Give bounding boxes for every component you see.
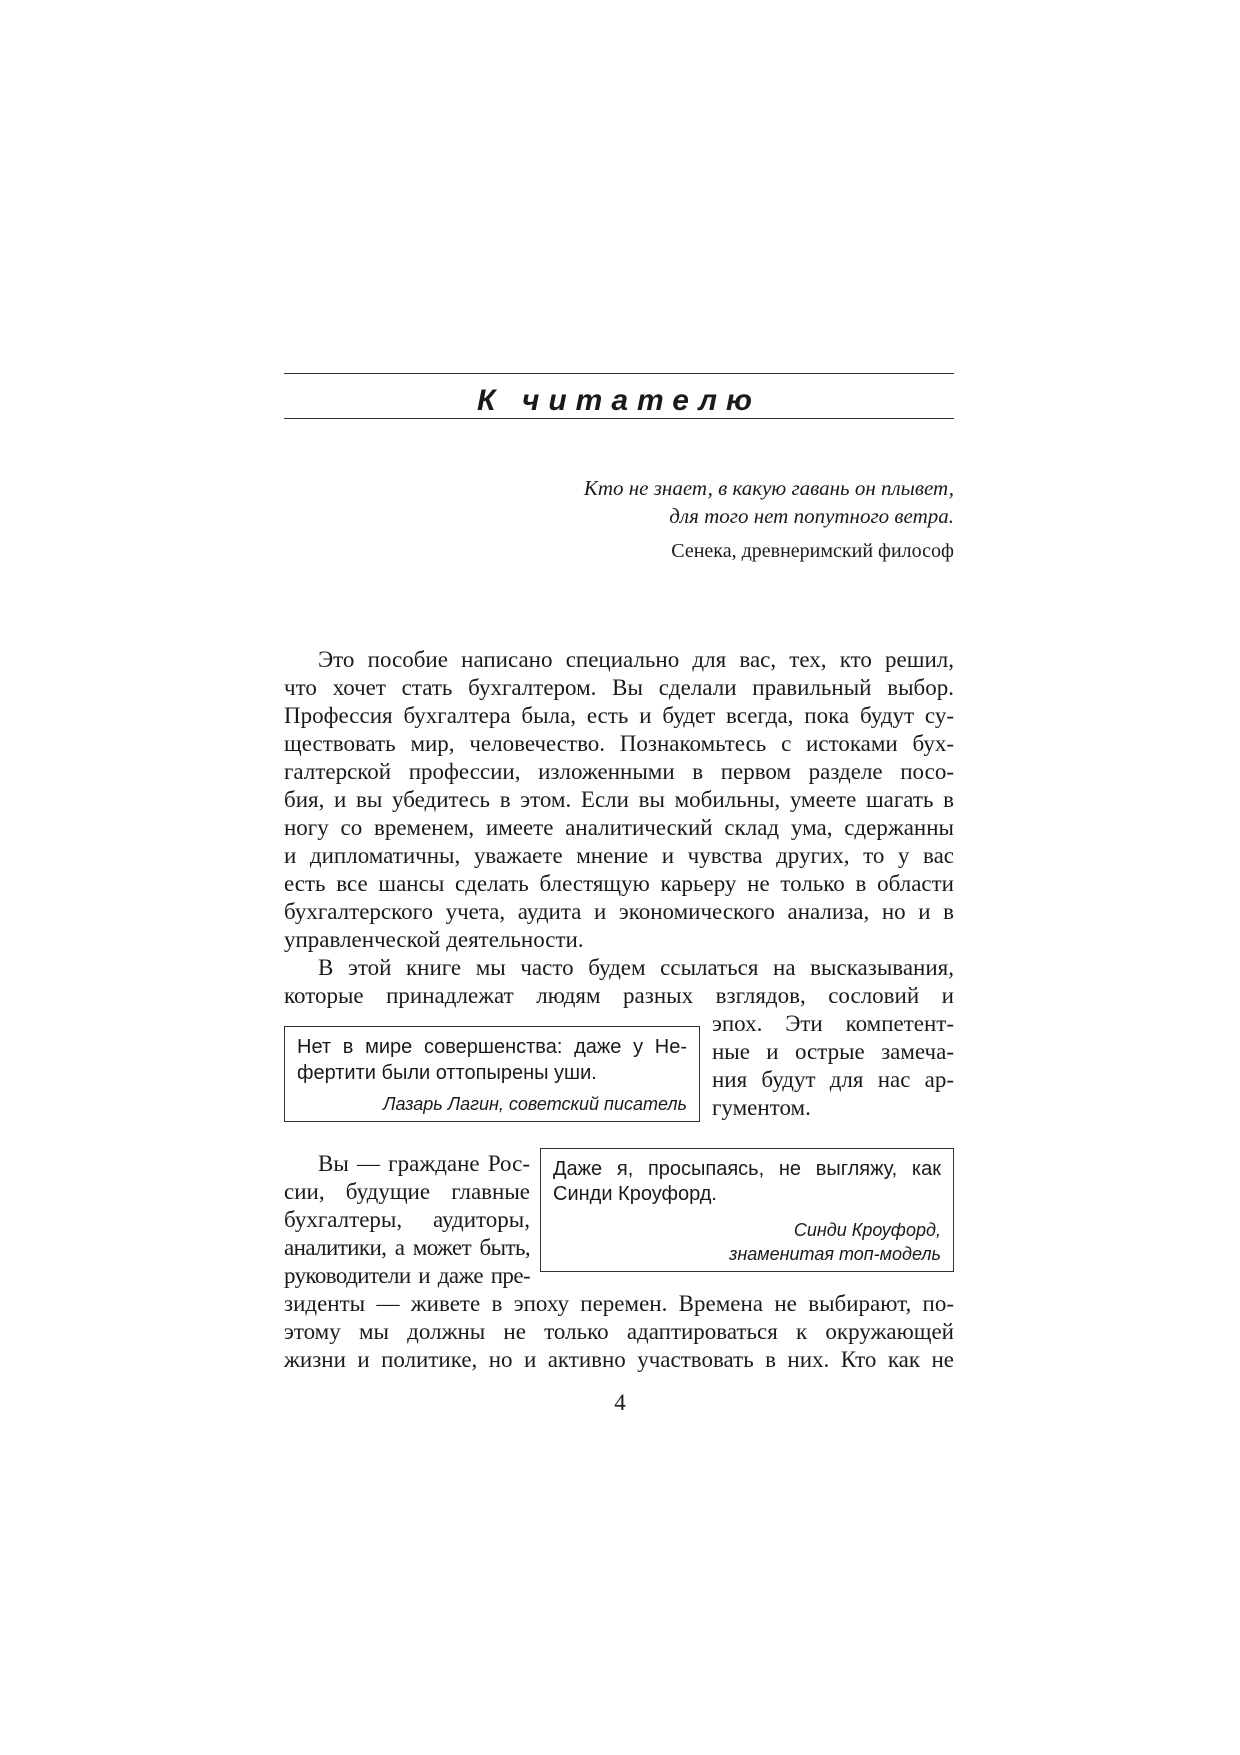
- paragraph-line: ногу со временем, имеете аналитический склад ума, сдержанны: [284, 815, 954, 840]
- paragraph-line: галтерской профессии, изложенными в первом разделе посо-: [284, 759, 954, 784]
- paragraph-line: сии, будущие главные: [284, 1179, 530, 1204]
- title-bottom-rule: [284, 418, 954, 419]
- paragraph-line: бухгалтерского учета, аудита и экономического анализа, но и в: [284, 899, 954, 924]
- quote-author: знаменитая топ-модель: [728, 1244, 941, 1264]
- paragraph-line: Профессия бухгалтера была, есть и будет всегда, пока будут су-: [284, 703, 954, 728]
- paragraph-line: что хочет стать бухгалтером. Вы сделали правильный выбор.: [284, 675, 954, 700]
- quote-box: [284, 1026, 700, 1122]
- quote-box: [540, 1148, 954, 1272]
- paragraph-line: и дипломатичны, уважаете мнение и чувства других, то у вас: [284, 843, 954, 868]
- chapter-title: К читателю: [477, 384, 761, 417]
- paragraph-line: управленческой деятельности.: [284, 927, 584, 952]
- paragraph-line: зиденты — живете в эпоху перемен. Времена не выбирают, по-: [284, 1291, 954, 1316]
- paragraph-line: гументом.: [712, 1095, 811, 1120]
- title-top-rule: [284, 373, 954, 374]
- epigraph-line: для того нет попутного ветра.: [669, 504, 954, 528]
- paragraph-line: жизни и политике, но и активно участвовать в них. Кто как не: [284, 1347, 954, 1372]
- paragraph-line: ные и острые замеча-: [712, 1039, 954, 1064]
- epigraph-author: Сенека, древнеримский философ: [671, 540, 954, 562]
- paragraph-line: есть все шансы сделать блестящую карьеру не только в области: [284, 871, 954, 896]
- quote-author: Синди Кроуфорд,: [793, 1220, 941, 1240]
- epigraph-line: Кто не знает, в какую гавань он плывет,: [583, 476, 954, 500]
- quote-line: Синди Кроуфорд.: [553, 1183, 717, 1205]
- paragraph-line: которые принадлежат людям разных взглядов, сословий и: [284, 983, 954, 1008]
- paragraph-line: Вы — граждане Рос-: [318, 1151, 530, 1176]
- paragraph-line: этому мы должны не только адаптироваться к окружающей: [284, 1319, 954, 1344]
- quote-line: Даже я, просыпаясь, не выгляжу, как: [553, 1158, 941, 1180]
- paragraph-line: руководители и даже пре-: [284, 1263, 530, 1288]
- quote-line: фертити были оттопырены уши.: [297, 1062, 597, 1084]
- paragraph-line: ществовать мир, человечество. Познакомьтесь с истоками бух-: [284, 731, 954, 756]
- quote-author: Лазарь Лагин, советский писатель: [383, 1094, 687, 1114]
- paragraph-line: бия, и вы убедитесь в этом. Если вы мобильны, умеете шагать в: [284, 787, 954, 812]
- paragraph-line: эпох. Эти компетент-: [712, 1011, 954, 1036]
- paragraph-line: бухгалтеры, аудиторы,: [284, 1207, 530, 1232]
- page-number: 4: [614, 1390, 626, 1415]
- paragraph-line: аналитики, а может быть,: [284, 1235, 530, 1260]
- paragraph-line: ния будут для нас ар-: [712, 1067, 954, 1092]
- quote-line: Нет в мире совершенства: даже у Не-: [297, 1036, 687, 1058]
- paragraph-line: В этой книге мы часто будем ссылаться на высказывания,: [318, 955, 954, 980]
- paragraph-line: Это пособие написано специально для вас, тех, кто решил,: [318, 647, 954, 672]
